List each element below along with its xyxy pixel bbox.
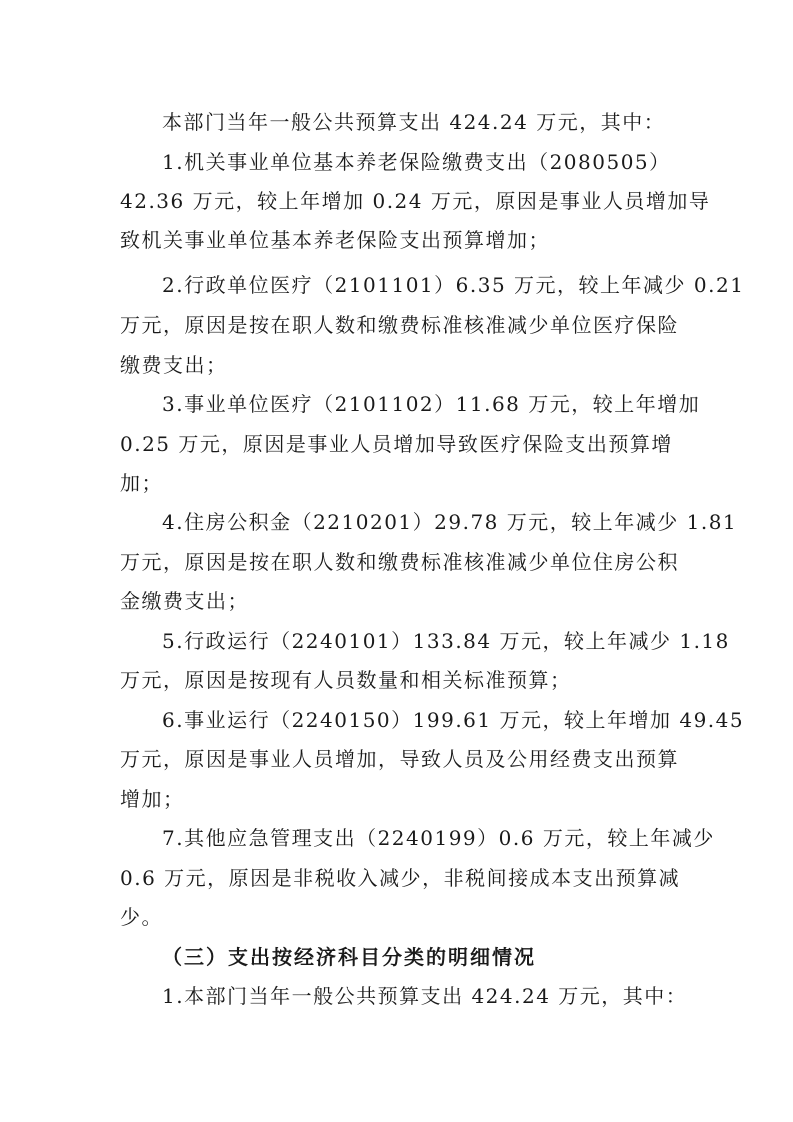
paragraph-intro-line: 本部门当年一般公共预算支出 424.24 万元，其中： [162,110,666,134]
item-1-line-3: 致机关事业单位基本养老保险支出预算增加； [120,228,550,252]
section-heading: （三）支出按经济科目分类的明细情况 [162,945,536,969]
item-4-line-1: 4.住房公积金（2210201）29.78 万元，较上年减少 1.81 [162,510,738,534]
item-2-line-3: 缴费支出； [120,353,228,377]
item-7-line-2: 0.6 万元，原因是非税收入减少，非税间接成本支出预算减 [120,866,681,890]
item-6-line-1: 6.事业运行（2240150）199.61 万元，较上年增加 49.45 [162,708,745,732]
item-1-line-1: 1.机关事业单位基本养老保险缴费支出（2080505） [162,150,671,174]
item-1-line-2: 42.36 万元，较上年增加 0.24 万元，原因是事业人员增加导 [120,189,711,213]
item-3-line-1: 3.事业单位医疗（2101102）11.68 万元，较上年增加 [162,392,701,416]
item-3-line-3: 加； [120,471,163,495]
item-2-line-1: 2.行政单位医疗（2101101）6.35 万元，较上年减少 0.21 [162,273,745,297]
item-2-line-2: 万元，原因是按在职人数和缴费标准核准减少单位医疗保险 [120,313,679,337]
item-5-line-1: 5.行政运行（2240101）133.84 万元，较上年减少 1.18 [162,629,730,653]
item-7-line-1: 7.其他应急管理支出（2240199）0.6 万元，较上年减少 [162,826,715,850]
item-3-line-2: 0.25 万元，原因是事业人员增加导致医疗保险支出预算增 [120,432,673,456]
item-4-line-2: 万元，原因是按在职人数和缴费标准核准减少单位住房公积 [120,550,679,574]
item-7-line-3: 少。 [120,905,163,929]
item-6-line-2: 万元，原因是事业人员增加，导致人员及公用经费支出预算 [120,747,679,771]
item-5-line-2: 万元，原因是按现有人员数量和相关标准预算； [120,668,572,692]
section-item-1-line-1: 1.本部门当年一般公共预算支出 424.24 万元，其中： [162,984,688,1008]
item-6-line-3: 增加； [120,787,185,811]
item-4-line-3: 金缴费支出； [120,589,249,613]
